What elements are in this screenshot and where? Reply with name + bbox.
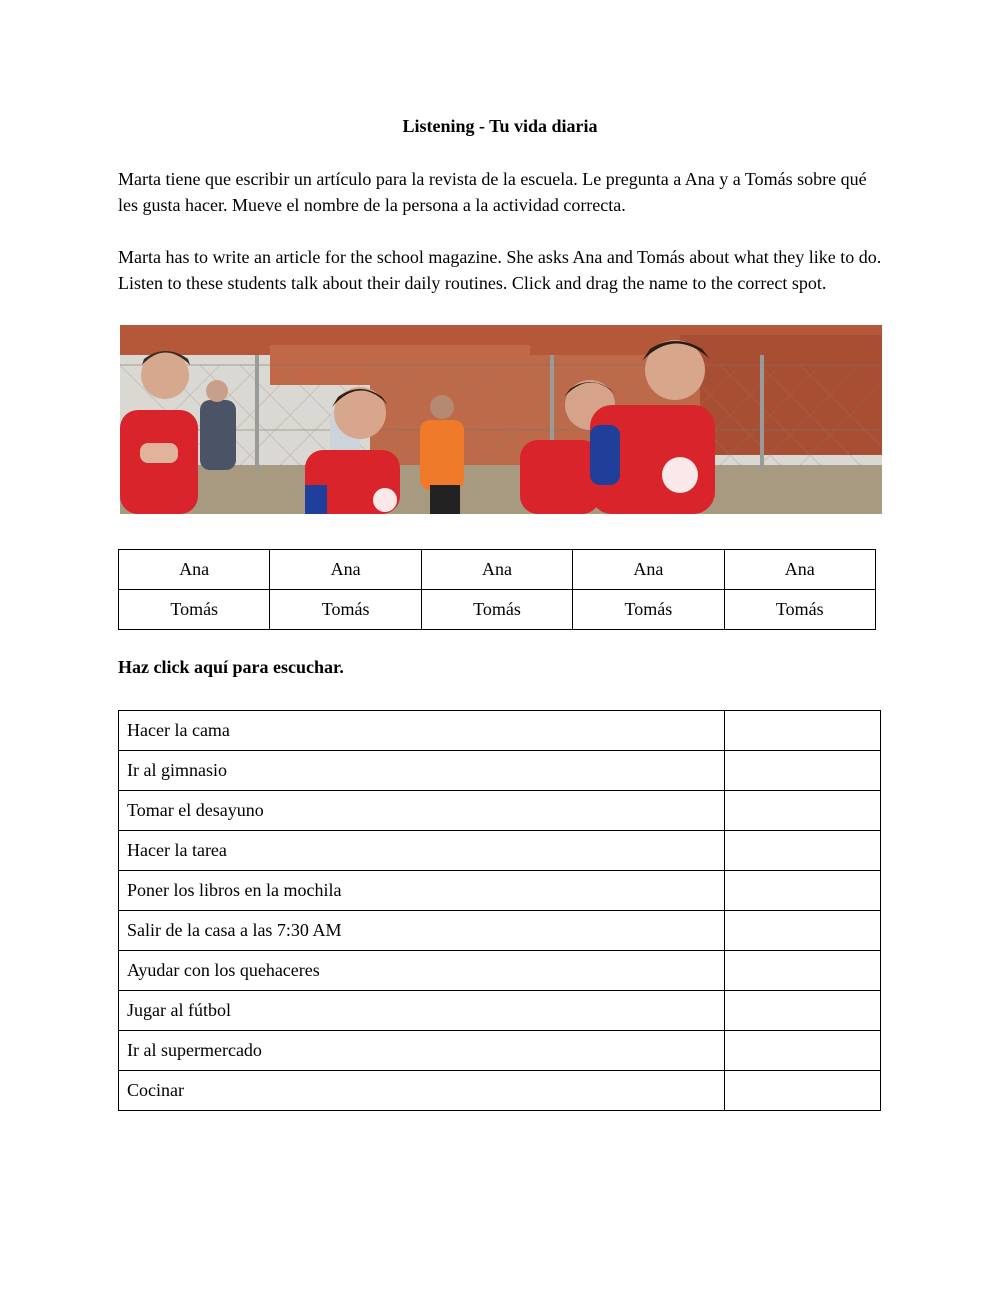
activity-row: [119, 711, 881, 751]
activity-row: [119, 871, 881, 911]
activity-label: Ayudar con los quehaceres: [119, 951, 725, 991]
draggable-name-tomas[interactable]: Tomás: [270, 590, 421, 630]
drop-slot[interactable]: [725, 1031, 881, 1071]
activity-label: Hacer la tarea: [119, 831, 725, 871]
activity-label: Ir al supermercado: [119, 1031, 725, 1071]
drop-slot[interactable]: [725, 871, 881, 911]
draggable-name-tomas[interactable]: Tomás: [573, 590, 724, 630]
draggable-name-tomas[interactable]: Tomás: [421, 590, 572, 630]
activity-label: Ir al gimnasio: [119, 751, 725, 791]
activity-label: Jugar al fútbol: [119, 991, 725, 1031]
drop-slot[interactable]: [725, 1071, 881, 1111]
activity-row: [119, 1071, 881, 1111]
draggable-name-ana[interactable]: Ana: [573, 550, 724, 590]
activity-label: Salir de la casa a las 7:30 AM: [119, 911, 725, 951]
name-bank-table: [118, 549, 876, 630]
name-bank-row-tomas: [119, 590, 876, 630]
activity-row: [119, 951, 881, 991]
draggable-name-ana[interactable]: Ana: [119, 550, 270, 590]
activity-row: [119, 911, 881, 951]
activity-label: Cocinar: [119, 1071, 725, 1111]
drop-slot[interactable]: [725, 831, 881, 871]
intro-english: Marta has to write an article for the school magazine. She asks Ana and Tomás about what they like to do. Listen to these students talk about their daily routines. Click and drag the name to the correct spot.: [118, 247, 882, 293]
draggable-name-ana[interactable]: Ana: [421, 550, 572, 590]
drop-slot[interactable]: [725, 951, 881, 991]
name-bank-row-ana: [119, 550, 876, 590]
drop-slot[interactable]: [725, 791, 881, 831]
drop-slot[interactable]: [725, 991, 881, 1031]
activity-label: Poner los libros en la mochila: [119, 871, 725, 911]
draggable-name-ana[interactable]: Ana: [270, 550, 421, 590]
soccer-players-photo: [120, 325, 882, 514]
draggable-name-ana[interactable]: Ana: [724, 550, 875, 590]
activity-row: [119, 991, 881, 1031]
activity-label: Tomar el desayuno: [119, 791, 725, 831]
intro-spanish: Marta tiene que escribir un artículo para la revista de la escuela. Le pregunta a Ana y a Tomás sobre qué les gusta hacer. Mueve el nombre de la persona a la actividad correcta.: [118, 169, 867, 215]
listen-audio-link[interactable]: Haz click aquí para escuchar.: [118, 657, 344, 677]
draggable-name-tomas[interactable]: Tomás: [119, 590, 270, 630]
activity-label: Hacer la cama: [119, 711, 725, 751]
drop-slot[interactable]: [725, 711, 881, 751]
page-title: Listening - Tu vida diaria: [402, 116, 598, 136]
drop-slot[interactable]: [725, 911, 881, 951]
activities-table: [118, 710, 881, 1111]
activity-row: [119, 831, 881, 871]
drop-slot[interactable]: [725, 751, 881, 791]
activity-row: [119, 791, 881, 831]
activity-row: [119, 751, 881, 791]
activity-row: [119, 1031, 881, 1071]
draggable-name-tomas[interactable]: Tomás: [724, 590, 875, 630]
